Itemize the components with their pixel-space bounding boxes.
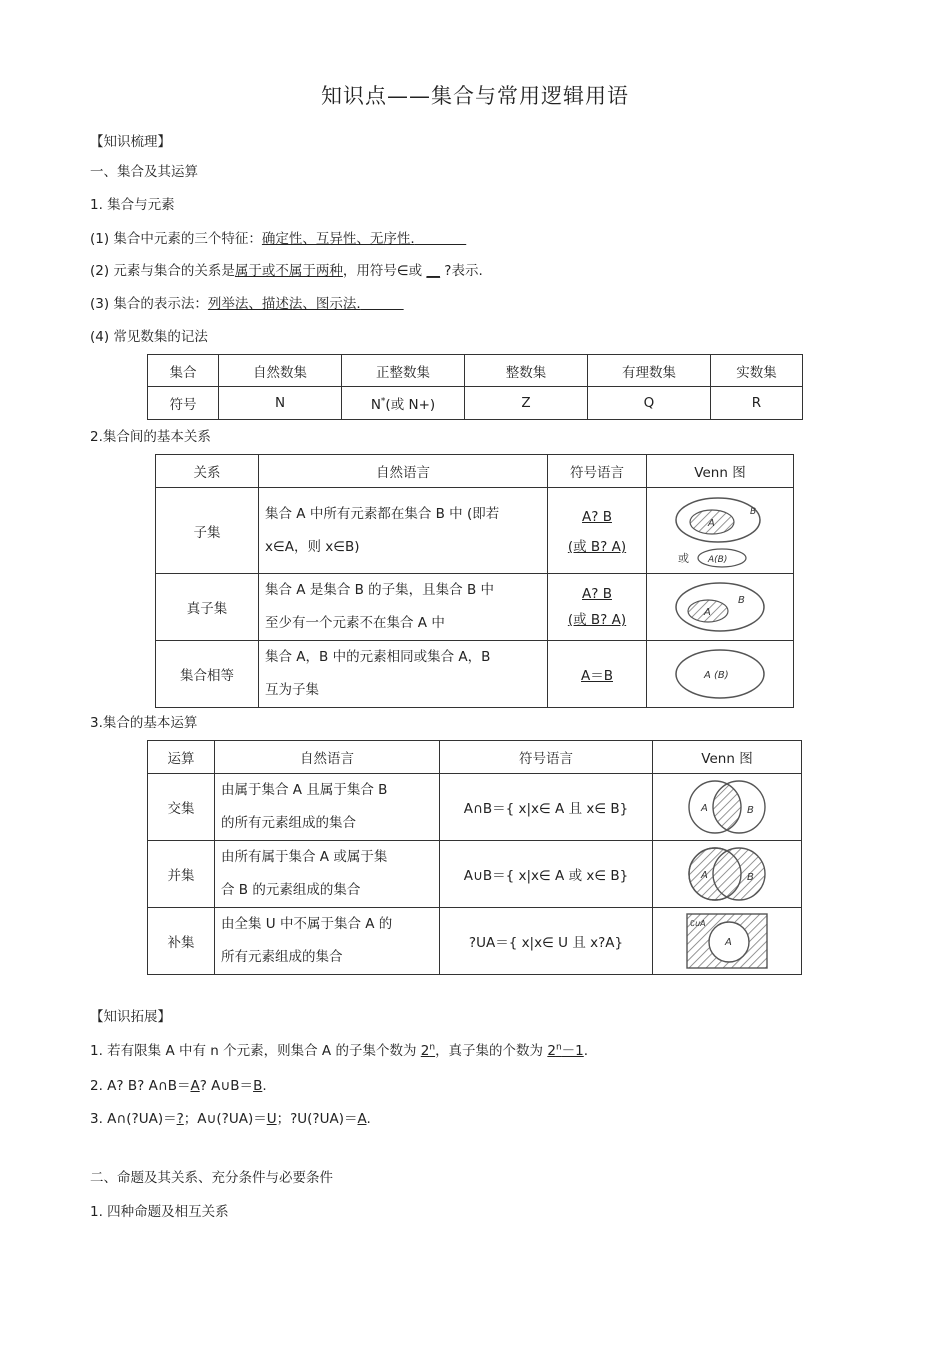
table-cell: Venn 图 bbox=[653, 741, 802, 774]
section-2-heading: 二、命题及其关系、充分条件与必要条件 bbox=[90, 1170, 333, 1186]
point-2-text: (2) 元素与集合的关系是 bbox=[90, 263, 235, 279]
svg-text:A: A bbox=[704, 607, 711, 618]
table-row bbox=[148, 841, 802, 908]
table-cell: 符号 bbox=[148, 387, 219, 420]
table-cell: R bbox=[711, 387, 803, 420]
point-2-answer: 属于或不属于两种 bbox=[234, 263, 343, 279]
table-cell: 自然语言 bbox=[259, 455, 548, 488]
intersection-venn-icon bbox=[677, 777, 777, 837]
point-2-mid: ，用符号∈或 bbox=[342, 263, 427, 279]
table-row bbox=[156, 641, 794, 708]
table-row bbox=[148, 774, 802, 841]
extension-3: 3. A∩(?UA)＝?；A∪(?UA)＝U；?U(?UA)＝A. bbox=[90, 1111, 371, 1127]
table-cell: 自然语言 bbox=[215, 741, 440, 774]
point-1-answer: 确定性、互异性、无序性. bbox=[261, 231, 415, 247]
table-cell: A? B (或 B? A) bbox=[548, 574, 647, 641]
section-extension: 【知识拓展】 bbox=[90, 1009, 171, 1025]
svg-text:A: A bbox=[708, 517, 715, 529]
table-cell: 补集 bbox=[148, 908, 215, 975]
table-cell: A＝B bbox=[548, 641, 647, 708]
table-cell: 集合相等 bbox=[156, 641, 259, 708]
svg-text:B: B bbox=[747, 805, 754, 816]
section-2-title: 2.集合间的基本关系 bbox=[90, 429, 211, 445]
table-cell: 符号语言 bbox=[440, 741, 653, 774]
subsection-2-1: 1. 四种命题及相互关系 bbox=[90, 1204, 229, 1220]
page-title: 知识点——集合与常用逻辑用语 bbox=[321, 84, 629, 108]
table-cell: N bbox=[219, 387, 342, 420]
venn-cell bbox=[647, 488, 794, 574]
subsection-1-1: 1. 集合与元素 bbox=[90, 197, 175, 213]
venn-cell bbox=[653, 908, 802, 975]
table-row bbox=[156, 488, 794, 574]
table-cell: A? B (或 B? A) bbox=[548, 488, 647, 574]
svg-text:A: A bbox=[701, 803, 708, 814]
extension-1-answer-2: $2^n-1$ bbox=[547, 1042, 584, 1059]
table-cell: 并集 bbox=[148, 841, 215, 908]
table-cell: 有理数集 bbox=[588, 355, 711, 387]
section-review: 【知识梳理】 bbox=[90, 134, 171, 150]
table-cell: 运算 bbox=[148, 741, 215, 774]
number-sets-table bbox=[147, 354, 803, 420]
table-cell: 自然数集 bbox=[219, 355, 342, 387]
table-cell: 由全集 U 中不属于集合 A 的 所有元素组成的集合 bbox=[215, 908, 440, 975]
relations-table bbox=[155, 454, 794, 708]
table-cell: Venn 图 bbox=[647, 455, 794, 488]
table-cell: Q bbox=[588, 387, 711, 420]
table-cell: 由属于集合 A 且属于集合 B 的所有元素组成的集合 bbox=[215, 774, 440, 841]
table-cell: 交集 bbox=[148, 774, 215, 841]
svg-text:B: B bbox=[738, 595, 745, 606]
svg-text:∁uA: ∁uA bbox=[690, 919, 706, 928]
venn-cell bbox=[653, 774, 802, 841]
point-2 bbox=[90, 259, 483, 279]
point-1 bbox=[90, 227, 466, 247]
table-cell: 正整数集 bbox=[342, 355, 465, 387]
point-2-post: ?表示. bbox=[439, 263, 483, 279]
extension-1: 1. 若有限集 A 中有 n 个元素，则集合 A 的子集个数为 2$^n$，真子集的个数为 $2^n-1$. bbox=[90, 1042, 589, 1059]
operations-table bbox=[147, 740, 802, 975]
proper-subset-venn-icon bbox=[670, 579, 770, 635]
table-row bbox=[148, 387, 803, 420]
section-1-title: 一、集合及其运算 bbox=[90, 164, 198, 180]
union-venn-icon bbox=[677, 844, 777, 904]
point-3-text: (3) 集合的表示法： bbox=[90, 296, 208, 312]
svg-text:B: B bbox=[747, 872, 754, 883]
svg-text:A(B): A(B) bbox=[708, 554, 728, 565]
svg-text:A: A bbox=[725, 937, 732, 948]
point-3 bbox=[90, 292, 404, 312]
table-cell: 子集 bbox=[156, 488, 259, 574]
table-row bbox=[148, 908, 802, 975]
svg-text:A (B): A (B) bbox=[704, 670, 729, 681]
point-2-blank: __ bbox=[426, 263, 440, 279]
table-cell: 集合 A，B 中的元素相同或集合 A，B 互为子集 bbox=[259, 641, 548, 708]
table-row bbox=[148, 355, 803, 387]
point-1-text: (1) 集合中元素的三个特征： bbox=[90, 231, 262, 247]
venn-cell bbox=[647, 641, 794, 708]
extension-2: 2. A? B? A∩B＝A? A∪B＝B. bbox=[90, 1078, 267, 1094]
table-cell: 集合 A 是集合 B 的子集，且集合 B 中 至少有一个元素不在集合 A 中 bbox=[259, 574, 548, 641]
venn-cell bbox=[653, 841, 802, 908]
table-cell: 真子集 bbox=[156, 574, 259, 641]
section-3-title: 3.集合的基本运算 bbox=[90, 715, 198, 731]
point-3-answer: 列举法、描述法、图示法. bbox=[207, 296, 361, 312]
table-cell: A∩B＝{ x|x∈ A 且 x∈ B} bbox=[440, 774, 653, 841]
equal-sets-venn-icon bbox=[670, 646, 770, 702]
table-cell: Z bbox=[465, 387, 588, 420]
table-cell: N*(或 N+) bbox=[342, 387, 465, 420]
extension-1-answer-1: 2$^n$ bbox=[420, 1042, 436, 1059]
svg-text:A: A bbox=[701, 870, 708, 881]
table-cell: 整数集 bbox=[465, 355, 588, 387]
table-cell: 关系 bbox=[156, 455, 259, 488]
complement-venn-icon bbox=[685, 912, 769, 970]
table-cell: A∪B＝{ x|x∈ A 或 x∈ B} bbox=[440, 841, 653, 908]
table-row bbox=[156, 455, 794, 488]
point-4: (4) 常见数集的记法 bbox=[90, 329, 208, 345]
table-cell: 符号语言 bbox=[548, 455, 647, 488]
svg-text:或: 或 bbox=[678, 551, 689, 565]
subset-venn-icon bbox=[670, 492, 770, 570]
table-cell: 由所有属于集合 A 或属于集 合 B 的元素组成的集合 bbox=[215, 841, 440, 908]
table-row bbox=[156, 574, 794, 641]
table-row bbox=[148, 741, 802, 774]
table-cell: ?UA＝{ x|x∈ U 且 x?A} bbox=[440, 908, 653, 975]
svg-text:B: B bbox=[750, 506, 757, 517]
table-cell: 集合 bbox=[148, 355, 219, 387]
venn-cell bbox=[647, 574, 794, 641]
table-cell: 实数集 bbox=[711, 355, 803, 387]
table-cell: 集合 A 中所有元素都在集合 B 中 (即若 x∈A，则 x∈B) bbox=[259, 488, 548, 574]
